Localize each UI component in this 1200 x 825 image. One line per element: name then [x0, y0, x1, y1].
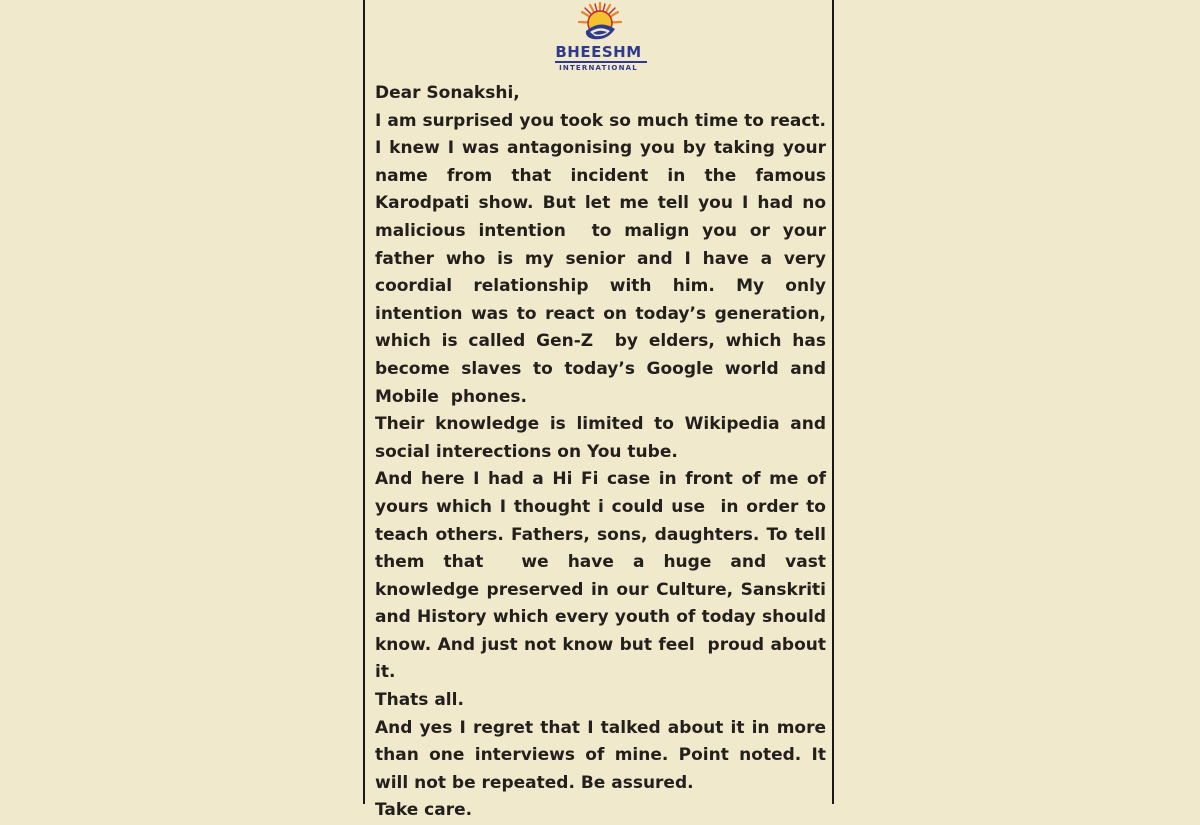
letter-paragraph: Thats all. — [375, 690, 464, 711]
logo-divider — [555, 61, 647, 63]
letter-page — [363, 0, 834, 821]
logo-subtitle: INTERNATIONAL — [559, 64, 638, 72]
letter-closing: Take care. — [375, 800, 473, 821]
company-logo — [365, 0, 832, 78]
logo-name: BHEESHM — [555, 43, 642, 61]
letter-paragraph: And here I had a Hi Fi case in front of me of yours which I thought i could use in order to teach others. Fathers, sons, daughters. To tell them that we have a huge and vast knowledge preserved in our Culture, Sanskriti and History which every youth of today should know. And just not know but feel proud about it. — [375, 469, 832, 683]
letter-paragraph: I am surprised you took so much time to react. I knew I was antagonising you by taking your name from that incident in the famous Karodpati show. But let me tell you I had no malicious intention to malign you or your father who is my senior and I have a very coordial relationship with him. My only intention was to react on today’s generation, which is called Gen-Z by elders, which has become slaves to today’s Google world and Mobile phones. — [375, 110, 832, 407]
letter-salutation: Dear Sonakshi, — [375, 83, 520, 103]
letter-body — [375, 80, 832, 825]
letter-paragraph: Their knowledge is limited to Wikipedia and social interections on You tube. — [375, 414, 832, 462]
sun-emblem-icon — [577, 1, 623, 43]
letter-paragraph: And yes I regret that I talked about it in more than one interviews of mine. Point noted. It will not be repeated. Be assured. — [375, 717, 832, 793]
